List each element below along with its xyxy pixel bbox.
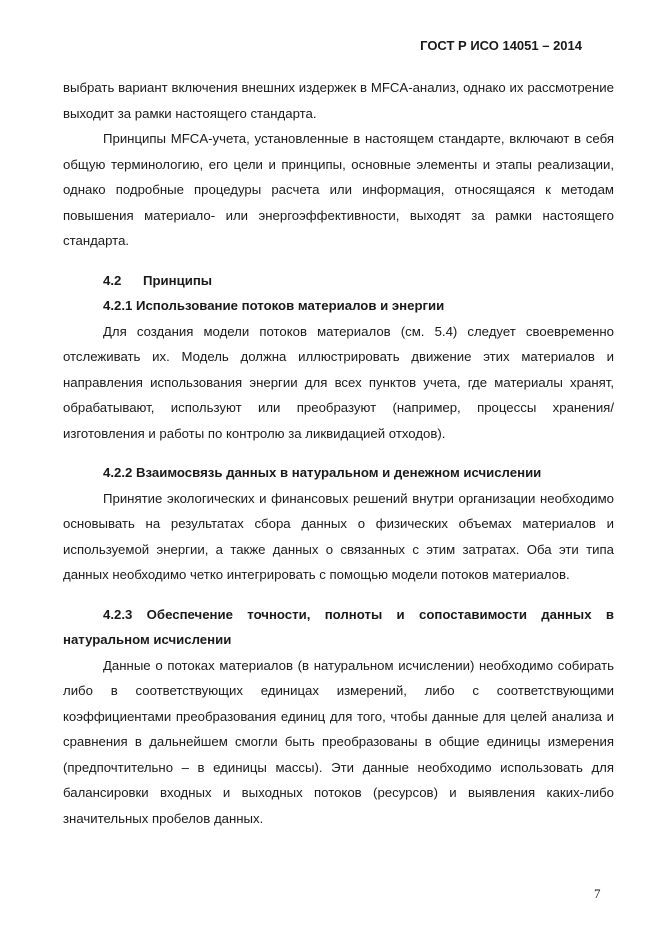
intro-paragraph-1: выбрать вариант включения внешних издержек в MFCA-анализ, однако их рассмотрение выходит за рамки настоящего стандарта. (63, 80, 614, 121)
section-4-2-heading (63, 268, 614, 294)
page-body (63, 75, 614, 831)
section-4-2-1-heading: 4.2.1 Использование потоков материалов и энергии (103, 298, 445, 313)
section-4-2-2-text: Принятие экологических и финансовых решений внутри организации необходимо основывать на результатах сбора данных о физических объемах материалов и используемой энергии, а также данных о связанных с этим затратах. Оба эти типа данных необходимо четко интегрировать с помощью модели потоков материалов. (63, 490, 614, 582)
intro-paragraph-2: Принципы MFCA-учета, установленные в настоящем стандарте, включают в себя общую терминологию, его цели и принципы, основные элементы и этапы реализации, однако подробные процедуры расчета или информация, относящаяся к методам повышения материало- или энергоэффективности, выходят за рамки настоящего стандарта. (63, 131, 614, 248)
section-4-2-1-text: Для создания модели потоков материалов (см. 5.4) следует своевременно отслеживать их. Модель должна иллюстрировать движение этих материалов и направления использования энергии для всех пунктов учета, где материалы хранят, обрабатывают, используют или преобразуют (например, процессы хранения/изготовления и работы по контролю за ликвидацией отходов). (63, 323, 614, 441)
section-4-2-2-heading: 4.2.2 Взаимосвязь данных в натуральном и денежном исчислении (103, 465, 542, 480)
section-4-2-number: 4.2 (103, 272, 122, 288)
section-4-2-3-text: Данные о потоках материалов (в натуральном исчислении) необходимо собирать либо в соответствующих единицах измерений, либо с соответствующими коэффициентами преобразования единиц для того, чтобы данные для целей анализа и сравнения в дальнейшем смогли быть преобразованы в общие единицы измерения (предпочтительно – в единицы массы). Эти данные необходимо использовать для балансировки входных и выходных потоков (ресурсов) и выявления каких-либо значительных пробелов данных. (63, 657, 614, 826)
section-4-2-3-heading: 4.2.3 Обеспечение точности, полноты и сопоставимости данных в натуральном исчислении (63, 606, 614, 647)
document-header: ГОСТ Р ИСО 14051 – 2014 (420, 38, 582, 53)
section-4-2-title: Принципы (143, 272, 213, 288)
page-number: 7 (594, 886, 601, 901)
